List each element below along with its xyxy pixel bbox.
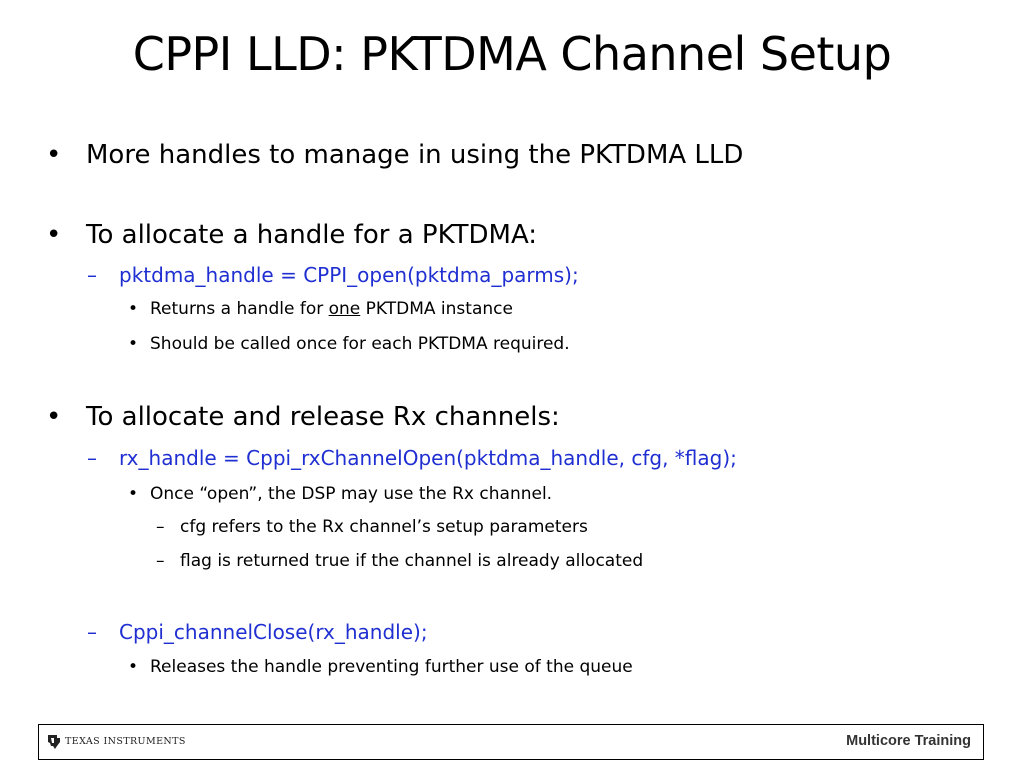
bullet-marker: •	[128, 657, 139, 677]
code-channel-close: Cppi_channelClose(rx_handle);	[119, 620, 428, 644]
dash-marker: –	[87, 263, 97, 287]
bullet-allocate-pktdma: To allocate a handle for a PKTDMA:	[86, 220, 538, 250]
code-cppi-open: pktdma_handle = CPPI_open(pktdma_parms);	[119, 263, 579, 287]
sub-sub-cfg-refers: cfg refers to the Rx channel’s setup parameters	[180, 517, 588, 537]
dash-marker: –	[156, 517, 165, 537]
dash-marker: –	[87, 620, 97, 644]
slide-title: CPPI LLD: PKTDMA Channel Setup	[132, 27, 892, 81]
sub-sub-flag-returned: flag is returned true if the channel is already allocated	[180, 551, 644, 571]
dash-marker: –	[156, 551, 165, 571]
sub-bullet-releases-handle: Releases the handle preventing further use of the queue	[150, 657, 633, 677]
company-name: TEXAS INSTRUMENTS	[65, 736, 186, 747]
bullet-marker: •	[46, 220, 62, 250]
emphasis-one: one	[328, 299, 361, 319]
sub-bullet-called-once: Should be called once for each PKTDMA required.	[150, 334, 570, 354]
sub-bullet-returns-handle-post: PKTDMA instance	[360, 299, 513, 319]
footer-label: Multicore Training	[846, 733, 971, 749]
bullet-rx-channels: To allocate and release Rx channels:	[86, 402, 560, 432]
sub-bullet-returns-handle	[150, 297, 513, 321]
dash-marker: –	[87, 446, 97, 470]
code-rx-channel-open: rx_handle = Cppi_rxChannelOpen(pktdma_handle, cfg, *flag);	[119, 446, 737, 470]
bullet-marker: •	[46, 140, 62, 170]
bullet-marker: •	[128, 299, 139, 319]
texas-instruments-logo-icon	[47, 734, 61, 750]
bullet-marker: •	[46, 402, 62, 432]
bullet-more-handles: More handles to manage in using the PKTDMA LLD	[86, 140, 744, 170]
sub-bullet-once-open: Once “open”, the DSP may use the Rx channel.	[150, 484, 553, 504]
bullet-marker: •	[128, 334, 139, 354]
footer-bar	[38, 724, 984, 760]
bullet-marker: •	[128, 484, 139, 504]
sub-bullet-returns-handle-pre: Returns a handle for	[150, 299, 329, 319]
